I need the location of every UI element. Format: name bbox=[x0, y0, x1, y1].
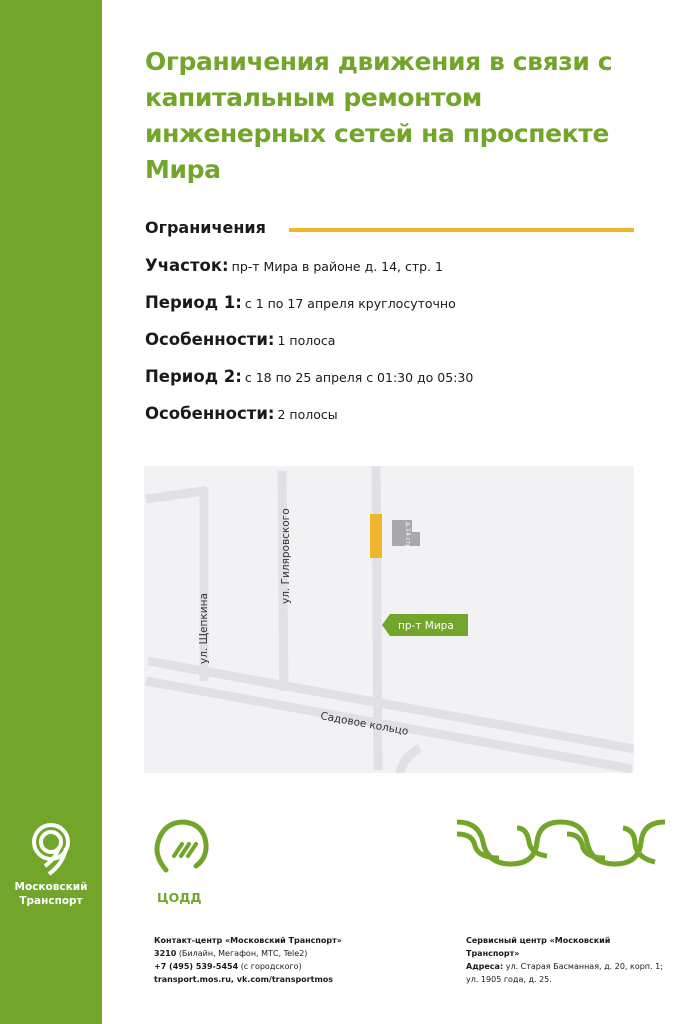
shchepkina-label: ул. Щепкина bbox=[198, 593, 210, 664]
service-address-line1 bbox=[466, 960, 666, 973]
mosтранспорт-logo bbox=[0, 820, 102, 908]
info-row-features-2 bbox=[145, 404, 338, 423]
contact-center-block bbox=[154, 934, 384, 986]
mira-ramp-road bbox=[400, 748, 420, 773]
brand-name-line1: Московский bbox=[14, 881, 88, 893]
closure-segment bbox=[370, 514, 382, 558]
contact-phone2-note: (с городского) bbox=[240, 962, 302, 971]
page-title: Ограничения движения в связи с капитальным ремонтом инженерных сетей на проспекте Мира bbox=[145, 47, 613, 184]
service-title: Сервисный центр «Московский Транспорт» bbox=[466, 936, 611, 958]
gilyarovskogo-label: ул. Гиляровского bbox=[280, 508, 292, 604]
contact-phone2[interactable]: +7 (495) 539-5454 bbox=[154, 962, 239, 971]
mira-tag-label: пр-т Мира bbox=[398, 620, 454, 632]
info-row-features-1 bbox=[145, 330, 335, 349]
sadovoe-label: Садовое кольцо bbox=[319, 710, 410, 738]
row-label: Особенности: bbox=[145, 330, 275, 349]
row-label: Особенности: bbox=[145, 404, 275, 423]
row-label: Период 1: bbox=[145, 293, 242, 312]
contact-phone1[interactable]: 3210 bbox=[154, 949, 177, 958]
brand-sidebar bbox=[0, 0, 102, 1024]
service-address1: ул. Старая Басманная, д. 20, корп. 1; bbox=[505, 962, 663, 971]
building-label: д.14 стр.1 bbox=[404, 522, 411, 554]
contact-phone1-line bbox=[154, 947, 384, 960]
contact-phone1-note: (Билайн, Мегафон, МТС, Tele2) bbox=[178, 949, 308, 958]
service-center-block bbox=[466, 934, 666, 986]
row-value: пр-т Мира в районе д. 14, стр. 1 bbox=[231, 259, 443, 274]
contact-phone2-line bbox=[154, 960, 384, 973]
wave-pattern bbox=[455, 818, 667, 872]
row-value: с 1 по 17 апреля круглосуточно bbox=[244, 296, 456, 311]
service-address-label: Адреса: bbox=[466, 962, 504, 971]
row-value: с 18 по 25 апреля с 01:30 до 05:30 bbox=[244, 370, 474, 385]
contact-links[interactable]: transport.mos.ru, vk.com/transportmos bbox=[154, 975, 334, 984]
nine-logo-icon bbox=[23, 820, 79, 876]
map-graphic bbox=[144, 466, 634, 773]
shchepkina-road bbox=[146, 491, 204, 681]
info-row-section bbox=[145, 256, 443, 275]
wave-pattern-icon bbox=[455, 818, 667, 868]
row-label: Участок: bbox=[145, 256, 229, 275]
codd-logo bbox=[152, 818, 212, 886]
street-map bbox=[144, 466, 634, 773]
contact-title: Контакт-центр «Московский Транспорт» bbox=[154, 936, 342, 945]
row-value: 1 полоса bbox=[277, 333, 336, 348]
row-label: Период 2: bbox=[145, 367, 242, 386]
info-row-period-2 bbox=[145, 367, 473, 386]
info-row-period-1 bbox=[145, 293, 456, 312]
heading-accent-rule bbox=[289, 228, 634, 232]
codd-label: ЦОДД bbox=[157, 890, 202, 905]
sadovoe-ring-north bbox=[148, 661, 634, 749]
restrictions-heading: Ограничения bbox=[145, 218, 266, 237]
service-address2: ул. 1905 года, д. 25. bbox=[466, 975, 552, 984]
row-value: 2 полосы bbox=[277, 407, 338, 422]
brand-name bbox=[0, 880, 102, 908]
codd-icon bbox=[152, 818, 212, 882]
brand-name-line2: Транспорт bbox=[19, 895, 83, 907]
